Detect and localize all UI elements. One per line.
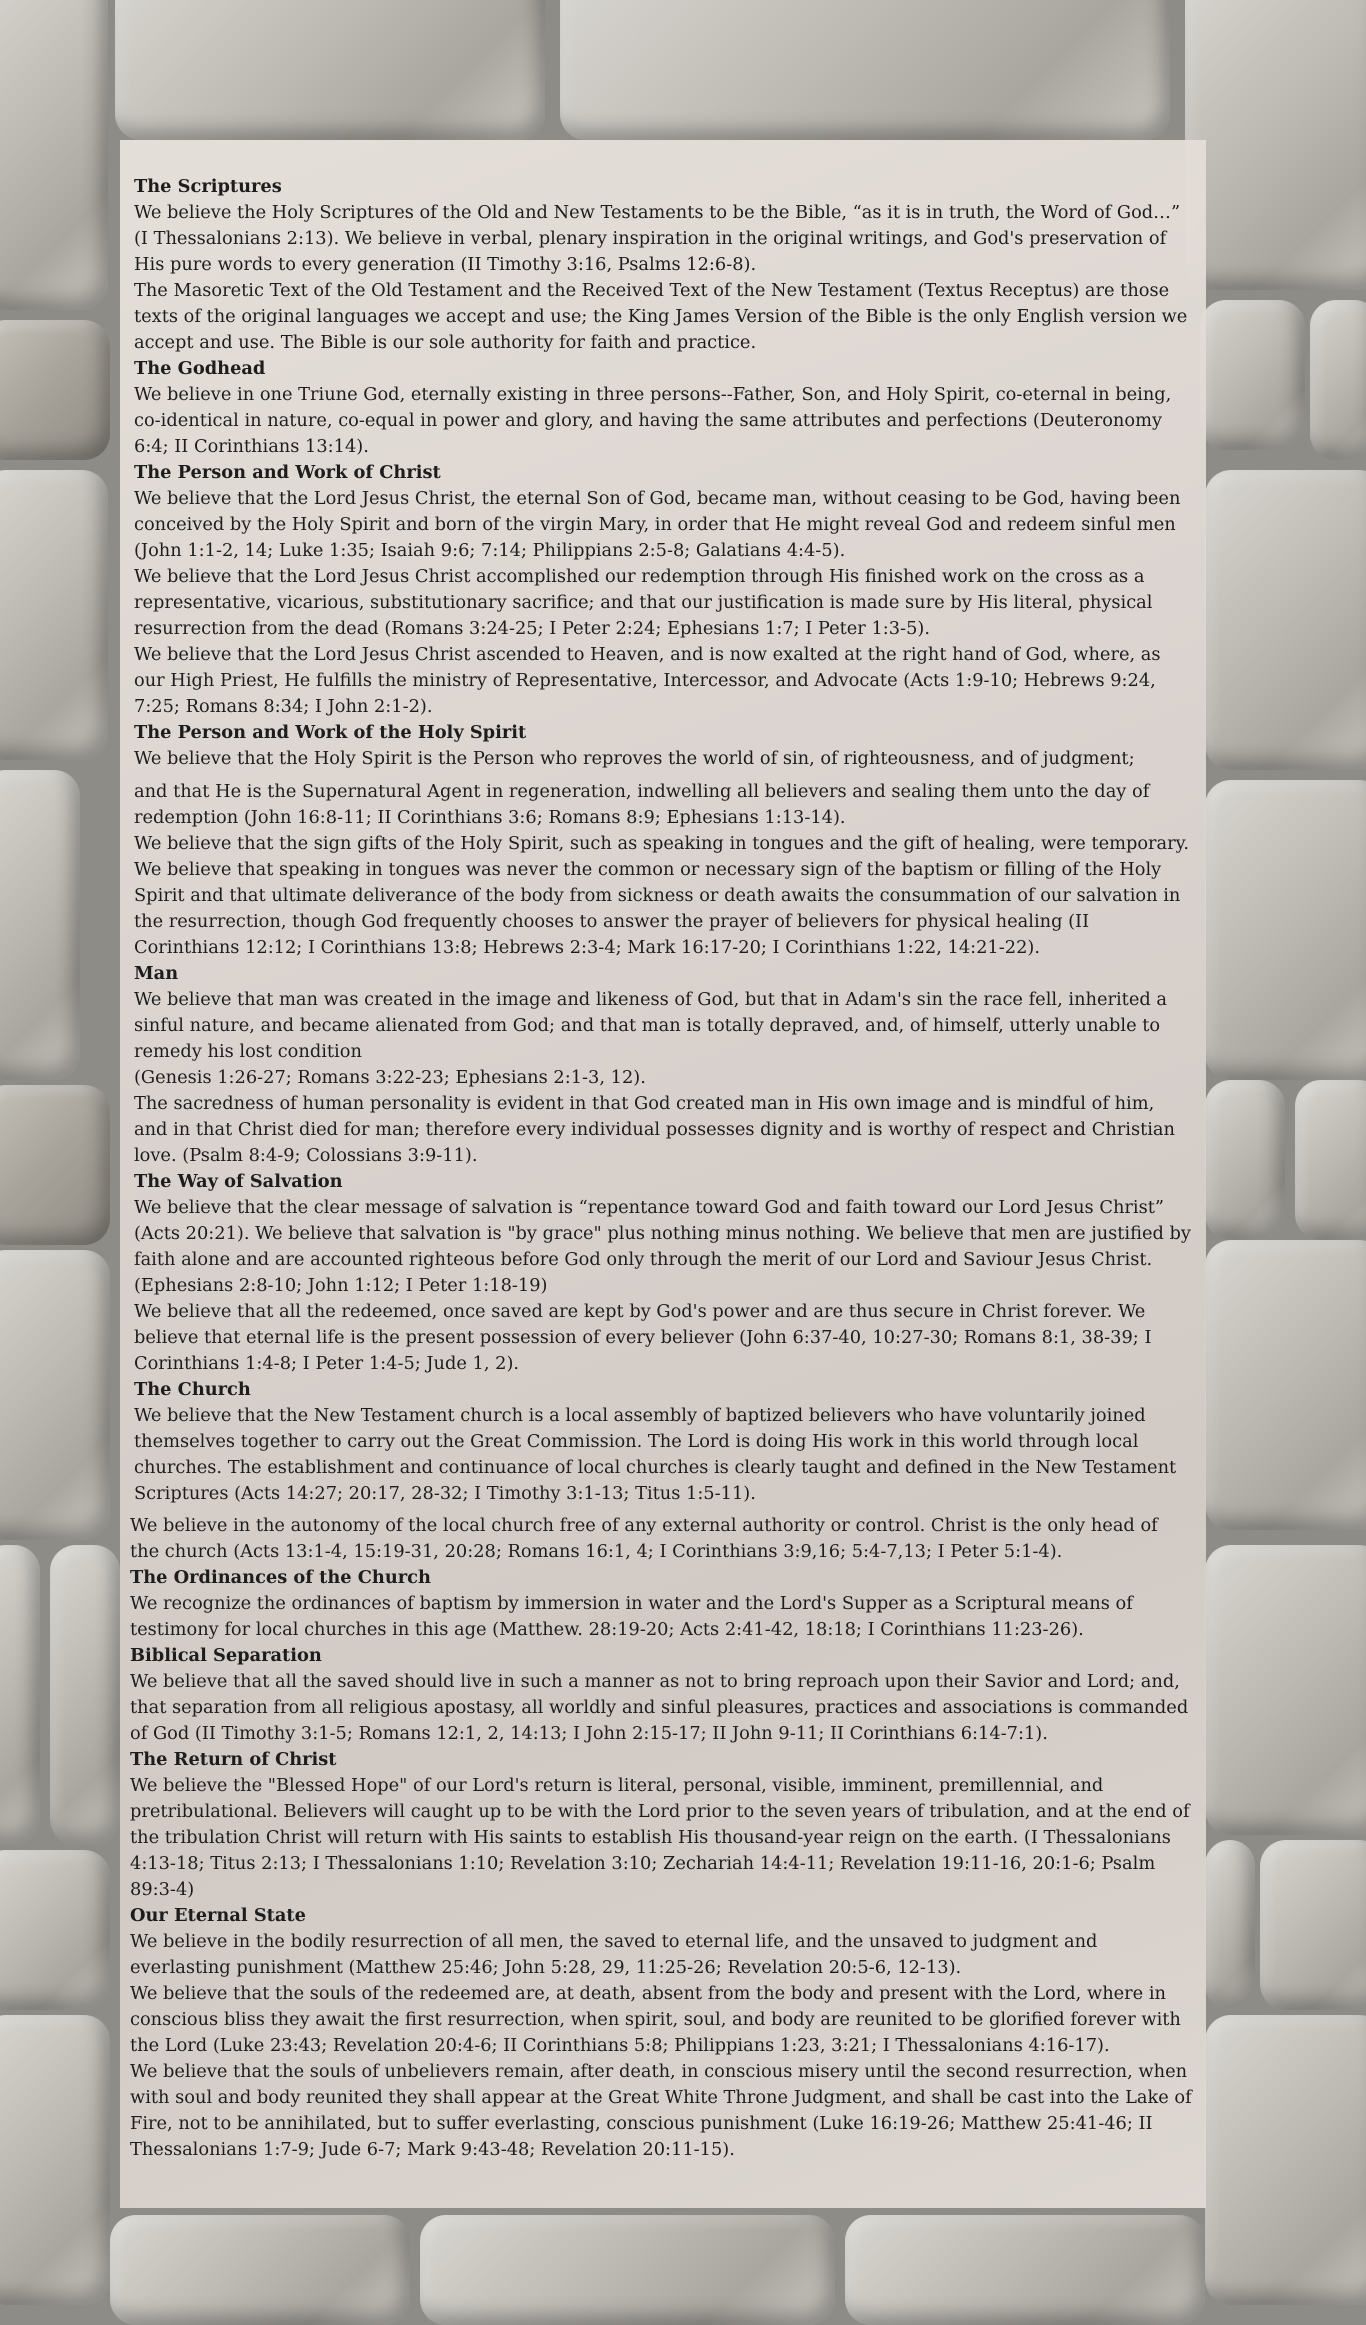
paragraph: We believe in one Triune God, eternally existing in three persons--Father, Son, and Holy Spirit, co-eternal in being, co-identical in nature, co-equal in power and glory, and having the same attributes and perfections (Deuteronomy 6:4; II Corinthians 13:14). — [134, 384, 1172, 457]
paragraph: We believe that all the redeemed, once saved are kept by God's power and are thus secure in Christ forever. We believe that eternal life is the present possession of every believer (John 6:37-40, 10:27-30; Romans 8:1, 38-39; I Corinthians 1:4-8; I Peter 1:4-5; Jude 1, 2). — [134, 1301, 1152, 1374]
section-heading: The Person and Work of Christ — [134, 462, 441, 483]
section-heading: The Return of Christ — [130, 1749, 337, 1770]
section-heading: The Person and Work of the Holy Spirit — [134, 722, 527, 743]
paragraph: We believe that the sign gifts of the Holy Spirit, such as speaking in tongues and the gift of healing, were temporary. We believe that speaking in tongues was never the common or necessary sign of the baptism or filling of the Holy Spirit and that ultimate deliverance of the body from sickness or death awaits the consummation of our salvation in the resurrection, though God frequently chooses to answer the prayer of believers for physical healing (II Corinthians 12:12; I Corinthians 13:8; Hebrews 2:3-4; Mark 16:17-20; I Corinthians 1:22, 14:21-22). — [134, 833, 1189, 958]
paragraph: We believe that man was created in the image and likeness of God, but that in Adam's sin the race fell, inherited a sinful nature, and became alienated from God; and that man is totally depraved, and, of himself, utterly unable to remedy his lost condition — [134, 989, 1167, 1062]
paragraph: The Masoretic Text of the Old Testament and the Received Text of the New Testament (Textus Receptus) are those texts of the original languages we accept and use; the King James Version of the Bible is the only English version we accept and use. The Bible is our sole authority for faith and practice. — [134, 280, 1188, 353]
paragraph: We believe that all the saved should live in such a manner as not to bring reproach upon their Savior and Lord; and, that separation from all religious apostasy, all worldly and sinful pleasures, practices and associations is commanded of God (II Timothy 3:1-5; Romans 12:1, 2, 14:13; I John 2:15-17; II John 9-11; II Corinthians 6:14-7:1). — [130, 1671, 1189, 1744]
paragraph: We believe that the souls of the redeemed are, at death, absent from the body and present with the Lord, where in conscious bliss they await the first resurrection, when spirit, soul, and body are reunited to be glorified forever with the Lord (Luke 23:43; Revelation 20:4-6; II Corinthians 5:8; Philippians 1:23, 3:21; I Thessalonians 4:16-17). — [130, 1983, 1181, 2056]
paragraph: We believe that the clear message of salvation is “repentance toward God and faith toward our Lord Jesus Christ” (Acts 20:21). We believe that salvation is "by grace" plus nothing minus nothing. We believe that men are justified by faith alone and are accounted righteous before God only through the merit of our Lord and Saviour Jesus Christ. (Ephesians 2:8-10; John 1:12; I Peter 1:18-19) — [134, 1197, 1191, 1296]
section-heading: The Scriptures — [134, 176, 282, 197]
paragraph: The sacredness of human personality is evident in that God created man in His own image and is mindful of him, and in that Christ died for man; therefore every individual possesses dignity and is worthy of respect and Christian love. (Psalm 8:4-9; Colossians 3:9-11). — [134, 1093, 1175, 1166]
paragraph: We believe that the Lord Jesus Christ ascended to Heaven, and is now exalted at the right hand of God, where, as our High Priest, He fulfills the ministry of Representative, Intercessor, and Advocate (Acts 1:9-10; Hebrews 9:24, 7:25; Romans 8:34; I John 2:1-2). — [134, 644, 1161, 717]
paragraph: and that He is the Supernatural Agent in regeneration, indwelling all believers and sealing them unto the day of redemption (John 16:8-11; II Corinthians 3:6; Romans 8:9; Ephesians 1:13-14). — [134, 781, 1150, 828]
paragraph: We believe in the bodily resurrection of all men, the saved to eternal life, and the unsaved to judgment and everlasting punishment (Matthew 25:46; John 5:28, 29, 11:25-26; Revelation 20:5-6, 12-13). — [130, 1931, 1098, 1978]
paragraph: We believe that the New Testament church is a local assembly of baptized believers who have voluntarily joined themselves together to carry out the Great Commission. The Lord is doing His work in this world through local churches. The establishment and continuance of local churches is clearly taught and defined in the New Testament Scriptures (Acts 14:27; 20:17, 28-32; I Timothy 3:1-13; Titus 1:5-11). — [134, 1405, 1177, 1504]
paragraph: We believe in the autonomy of the local church free of any external authority or control. Christ is the only head of the church (Acts 13:1-4, 15:19-31, 20:28; Romans 16:1, 4; I Corinthians 3:9,16; 5:4-7,13; I Peter 5:1-4). — [130, 1515, 1158, 1562]
section-heading: Man — [134, 963, 179, 984]
paragraph: We recognize the ordinances of baptism by immersion in water and the Lord's Supper as a Scriptural means of testimony for local churches in this age (Matthew. 28:19-20; Acts 2:41-42, 18:18; I Corinthians 11:23-26). — [130, 1593, 1133, 1640]
paragraph: We believe that the souls of unbelievers remain, after death, in conscious misery until the second resurrection, when with soul and body reunited they shall appear at the Great White Throne Judgment, and shall be cast into the Lake of Fire, not to be annihilated, but to suffer everlasting, conscious punishment (Luke 16:19-26; Matthew 25:41-46; II Thessalonians 1:7-9; Jude 6-7; Mark 9:43-48; Revelation 20:11-15). — [130, 2061, 1192, 2160]
statement-of-faith-panel — [120, 140, 1206, 2208]
section-heading: Our Eternal State — [130, 1905, 306, 1926]
paragraph: We believe the Holy Scriptures of the Old and New Testaments to be the Bible, “as it is in truth, the Word of God…” (I Thessalonians 2:13). We believe in verbal, plenary inspiration in the original writings, and God's preservation of His pure words to every generation (II Timothy 3:16, Psalms 12:6-8). — [134, 202, 1181, 275]
section-heading: The Way of Salvation — [134, 1171, 343, 1192]
section-heading: The Godhead — [134, 358, 266, 379]
paragraph: We believe that the Lord Jesus Christ, the eternal Son of God, became man, without ceasing to be God, having been conceived by the Holy Spirit and born of the virgin Mary, in order that He might reveal God and redeem sinful men (John 1:1-2, 14; Luke 1:35; Isaiah 9:6; 7:14; Philippians 2:5-8; Galatians 4:4-5). — [134, 488, 1181, 561]
section-heading: The Ordinances of the Church — [130, 1567, 431, 1588]
paragraph: We believe the "Blessed Hope" of our Lord's return is literal, personal, visible, imminent, premillennial, and pretribulational. Believers will caught up to be with the Lord prior to the seven years of tribulation, and at the end of the tribulation Christ will return with His saints to establish His thousand-year reign on the earth. (I Thessalonians 4:13-18; Titus 2:13; I Thessalonians 1:10; Revelation 3:10; Zechariah 14:4-11; Revelation 19:11-16, 20:1-6; Psalm 89:3-4) — [130, 1775, 1190, 1900]
section-heading: Biblical Separation — [130, 1645, 322, 1666]
paragraph: We believe that the Holy Spirit is the Person who reproves the world of sin, of righteousness, and of judgment; — [134, 748, 1135, 769]
section-heading: The Church — [134, 1379, 251, 1400]
paragraph: We believe that the Lord Jesus Christ accomplished our redemption through His finished work on the cross as a representative, vicarious, substitutionary sacrifice; and that our justification is made sure by His literal, physical resurrection from the dead (Romans 3:24-25; I Peter 2:24; Ephesians 1:7; I Peter 1:3-5). — [134, 566, 1153, 639]
paragraph: (Genesis 1:26-27; Romans 3:22-23; Ephesians 2:1-3, 12). — [134, 1067, 646, 1088]
